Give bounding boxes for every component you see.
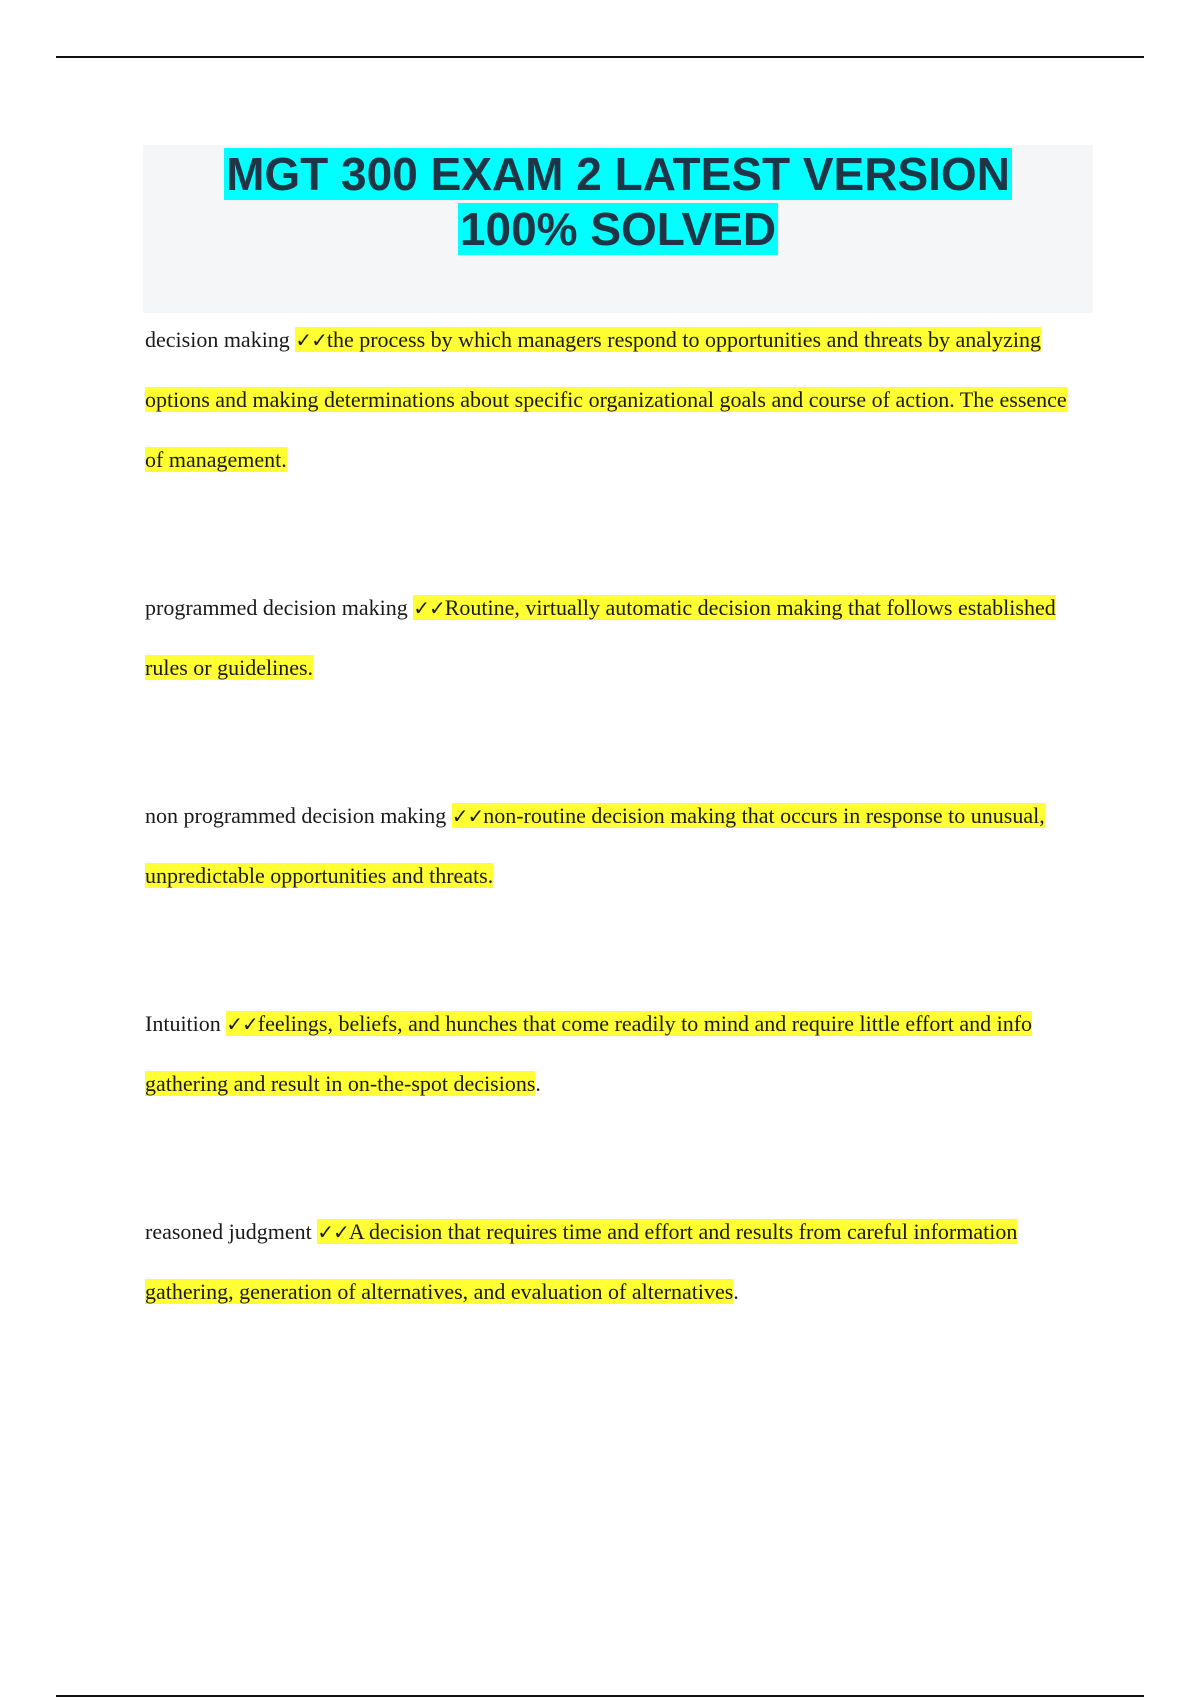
entry-non-programmed-decision-making (145, 786, 1080, 906)
definition: feelings, beliefs, and hunches that come readily to mind and require little effort and info gathering and result in on-the-spot decisions (145, 1011, 1033, 1096)
title-block (143, 145, 1093, 313)
definition: A decision that requires time and effort and results from careful information gathering, generation of alternatives, and evaluation of alternatives (145, 1219, 1018, 1304)
definition: Routine, virtually automatic decision making that follows established rules or guidelines. (145, 595, 1056, 680)
term: non programmed decision making (145, 803, 447, 828)
entry-programmed-decision-making (145, 578, 1080, 698)
definition: the process by which managers respond to opportunities and threats by analyzing options and making determinations about specific organizational goals and course of action. The essence of management. (145, 327, 1067, 472)
definition-list (145, 310, 1080, 1322)
title-line-1: MGT 300 EXAM 2 LATEST VERSION (226, 148, 1010, 200)
definition-highlight (145, 1011, 1032, 1096)
top-rule (56, 56, 1144, 58)
double-check-icon: ✓✓ (317, 1220, 349, 1244)
bottom-rule (56, 1695, 1144, 1697)
term: programmed decision making (145, 595, 408, 620)
term: reasoned judgment (145, 1219, 312, 1244)
double-check-icon: ✓✓ (451, 804, 484, 828)
entry-reasoned-judgment (145, 1202, 1080, 1322)
double-check-icon: ✓✓ (413, 596, 445, 620)
double-check-icon: ✓✓ (226, 1012, 258, 1036)
document-title (143, 145, 1093, 257)
trailing-punctuation: . (733, 1279, 739, 1304)
term: Intuition (145, 1011, 221, 1036)
trailing-punctuation: . (535, 1071, 541, 1096)
term: decision making (145, 327, 290, 352)
entry-decision-making (145, 310, 1080, 490)
entry-intuition (145, 994, 1080, 1114)
title-line-2: 100% SOLVED (459, 203, 777, 255)
definition: non-routine decision making that occurs in response to unusual, unpredictable opportunities and threats. (145, 803, 1045, 888)
double-check-icon: ✓✓ (295, 328, 327, 352)
